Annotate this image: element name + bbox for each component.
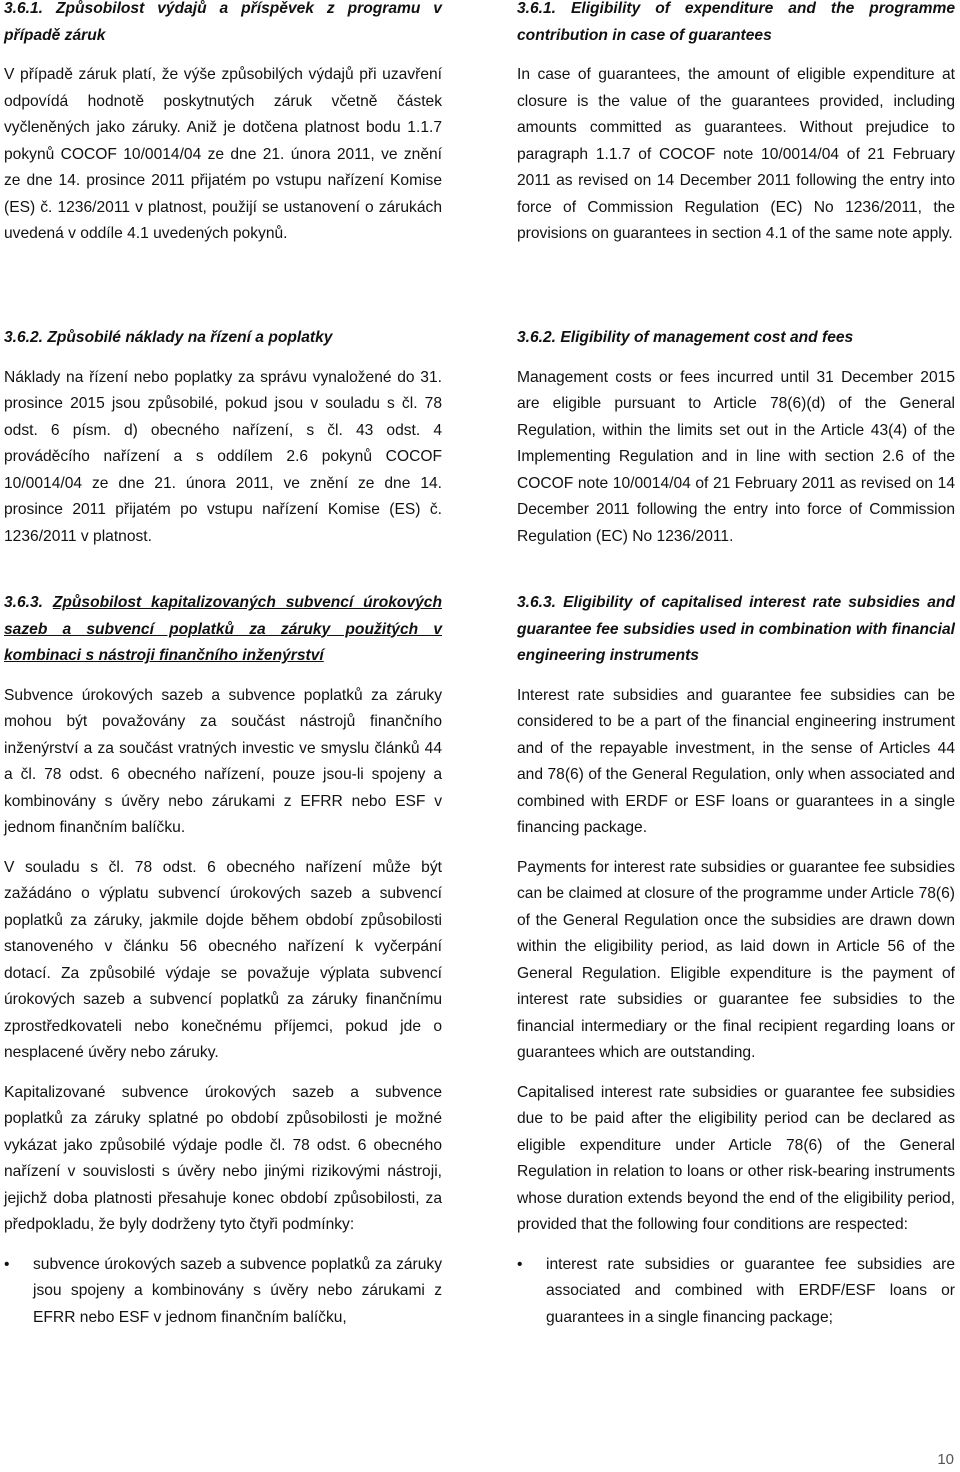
left-bullet-text: subvence úrokových sazeb a subvence poplatků za záruky jsou spojeny a kombinovány s úvěry nebo zárukami z EFRR nebo ESF v jednom finančním balíčku,: [33, 1255, 442, 1326]
left-section-3-6-1: [4, 0, 442, 248]
bullet-icon: •: [517, 1255, 523, 1273]
left-s2-text: Náklady na řízení nebo poplatky za správu vynaložené do 31. prosince 2015 jsou způsobilé, pokud jsou v souladu s čl. 78 odst. 6 písm. d) obecného nařízení, s čl. 43 odst. 4 prováděcího nařízení a s oddílem 2.6 pokynů COCOF 10/0014/04 ze dne 21. února 2011, ve znění ze dne 14. prosince 2011 přijatém po vstupu nařízení Komise (ES) č. 1236/2011 v platnost.: [4, 368, 442, 545]
left-s3-heading-title: Způsobilost kapitalizovaných subvencí úrokových sazeb a subvencí poplatků za záruky použitých v kombinaci s nástroji finančního inženýrství: [4, 594, 442, 664]
right-s1-text: In case of guarantees, the amount of eligible expenditure at closure is the value of the guarantees provided, including amounts committed as guarantees. Without prejudice to paragraph 1.1.7 of COCOF note 10/0014/04 of 21 February 2011 as revised on 14 December 2011 following the entry into force of Commission Regulation (EC) No 1236/2011, the provisions on guarantees in section 4.1 of the same note apply.: [517, 66, 955, 242]
left-section-3-6-3: [4, 590, 442, 1331]
left-section-3-6-2: [4, 325, 442, 550]
left-s3-paragraph-3: Kapitalizované subvence úrokových sazeb a subvence poplatků za záruky splatné po období způsobilosti je možné vykázat jako způsobilé výdaje podle čl. 78 odst. 6 obecného nařízení v souvislosti s úvěry nebo jinými rizikovými nástroji, jejichž doba platnosti přesahuje konec období způsobilosti, za předpokladu, že byly dodrženy tyto čtyři podmínky:: [4, 1083, 442, 1233]
left-s3-heading: [4, 590, 442, 670]
left-bullet-item: [4, 1252, 442, 1332]
right-bullet-text: interest rate subsidies or guarantee fee subsidies are associated and combined with ERDF/ESF loans or guarantees in a single financing package;: [546, 1255, 955, 1326]
left-conditions-list: [4, 1252, 442, 1332]
right-s3-paragraph-2: Payments for interest rate subsidies or guarantee fee subsidies can be claimed at closure of the programme under Article 78(6) of the General Regulation once the subsidies are drawn down within the eligibility period, as laid down in Article 56 of the General Regulation. Eligible expenditure is the payment of interest rate subsidies or guarantee fee subsidies to the financial intermediary or the final recipient regarding loans or guarantees which are outstanding.: [517, 858, 955, 1061]
left-s3-paragraph-2: V souladu s čl. 78 odst. 6 obecného nařízení může být zažádáno o výplatu subvencí úrokových sazeb a subvencí poplatků za záruky, jakmile dojde během období způsobilosti stanoveného v článku 56 obecného nařízení k vyčerpání dotací. Za způsobilé výdaje se považuje výplata subvencí úrokových sazeb a subvencí poplatků za záruky finančnímu zprostředkovateli nebo konečnému příjemci, pokud jde o nesplacené úvěry nebo záruky.: [4, 858, 442, 1061]
right-bullet-item: [517, 1252, 955, 1332]
left-s3-paragraph-1: Subvence úrokových sazeb a subvence poplatků za záruky mohou být považovány za součást nástrojů finančního inženýrství a za součást vratných investic ve smyslu článků 44 a čl. 78 odst. 6 obecného nařízení, pouze jsou-li spojeny a kombinovány s úvěry nebo zárukami z EFRR nebo ESF v jednom finančním balíčku.: [4, 686, 442, 836]
left-s1-heading: 3.6.1. Způsobilost výdajů a příspěvek z programu v případě záruk: [4, 0, 442, 44]
bullet-icon: •: [4, 1255, 10, 1273]
right-s3-paragraph-3: Capitalised interest rate subsidies or guarantee fee subsidies due to be paid after the eligibility period can be declared as eligible expenditure under Article 78(6) of the General Regulation in relation to loans or other risk-bearing instruments whose duration extends beyond the end of the eligibility period, provided that the following four conditions are respected:: [517, 1083, 955, 1233]
right-section-3-6-3: [517, 590, 955, 1331]
right-s3-paragraph-1: Interest rate subsidies and guarantee fee subsidies can be considered to be a part of the financial engineering instrument and of the repayable investment, in the sense of Articles 44 and 78(6) of the General Regulation, only when associated and combined with ERDF or ESF loans or guarantees in a single financing package.: [517, 686, 955, 836]
right-s2-text: Management costs or fees incurred until 31 December 2015 are eligible pursuant to Article 78(6)(d) of the General Regulation, within the limits set out in the Article 43(4) of the Implementing Regulation and in line with section 2.6 of the COCOF note 10/0014/04 of 21 February 2011 as revised on 14 December 2011 following the entry into force of Commission Regulation (EC) No 1236/2011.: [517, 368, 955, 545]
right-conditions-list: [517, 1252, 955, 1332]
right-s3-heading: 3.6.3. Eligibility of capitalised interest rate subsidies and guarantee fee subsidies used in combination with financial engineering instruments: [517, 594, 955, 664]
page-number: 10: [937, 1451, 954, 1468]
left-s1-text: V případě záruk platí, že výše způsobilých výdajů při uzavření odpovídá hodnotě poskytnutých záruk včetně částek vyčleněných jako záruky. Aniž je dotčena platnost bodu 1.1.7 pokynů COCOF 10/0014/04 ze dne 21. února 2011, ve znění ze dne 14. prosince 2011 přijatém po vstupu nařízení Komise (ES) č. 1236/2011 v platnost, použijí se ustanovení o zárukách uvedená v oddíle 4.1 uvedených pokynů.: [4, 66, 442, 242]
right-s1-heading: 3.6.1. Eligibility of expenditure and the programme contribution in case of guarantees: [517, 0, 955, 44]
left-s3-heading-number: 3.6.3.: [4, 594, 44, 611]
right-section-3-6-1: [517, 0, 955, 248]
right-section-3-6-2: [517, 325, 955, 550]
right-s2-heading: 3.6.2. Eligibility of management cost and fees: [517, 329, 854, 346]
left-s2-heading: 3.6.2. Způsobilé náklady na řízení a poplatky: [4, 329, 333, 346]
